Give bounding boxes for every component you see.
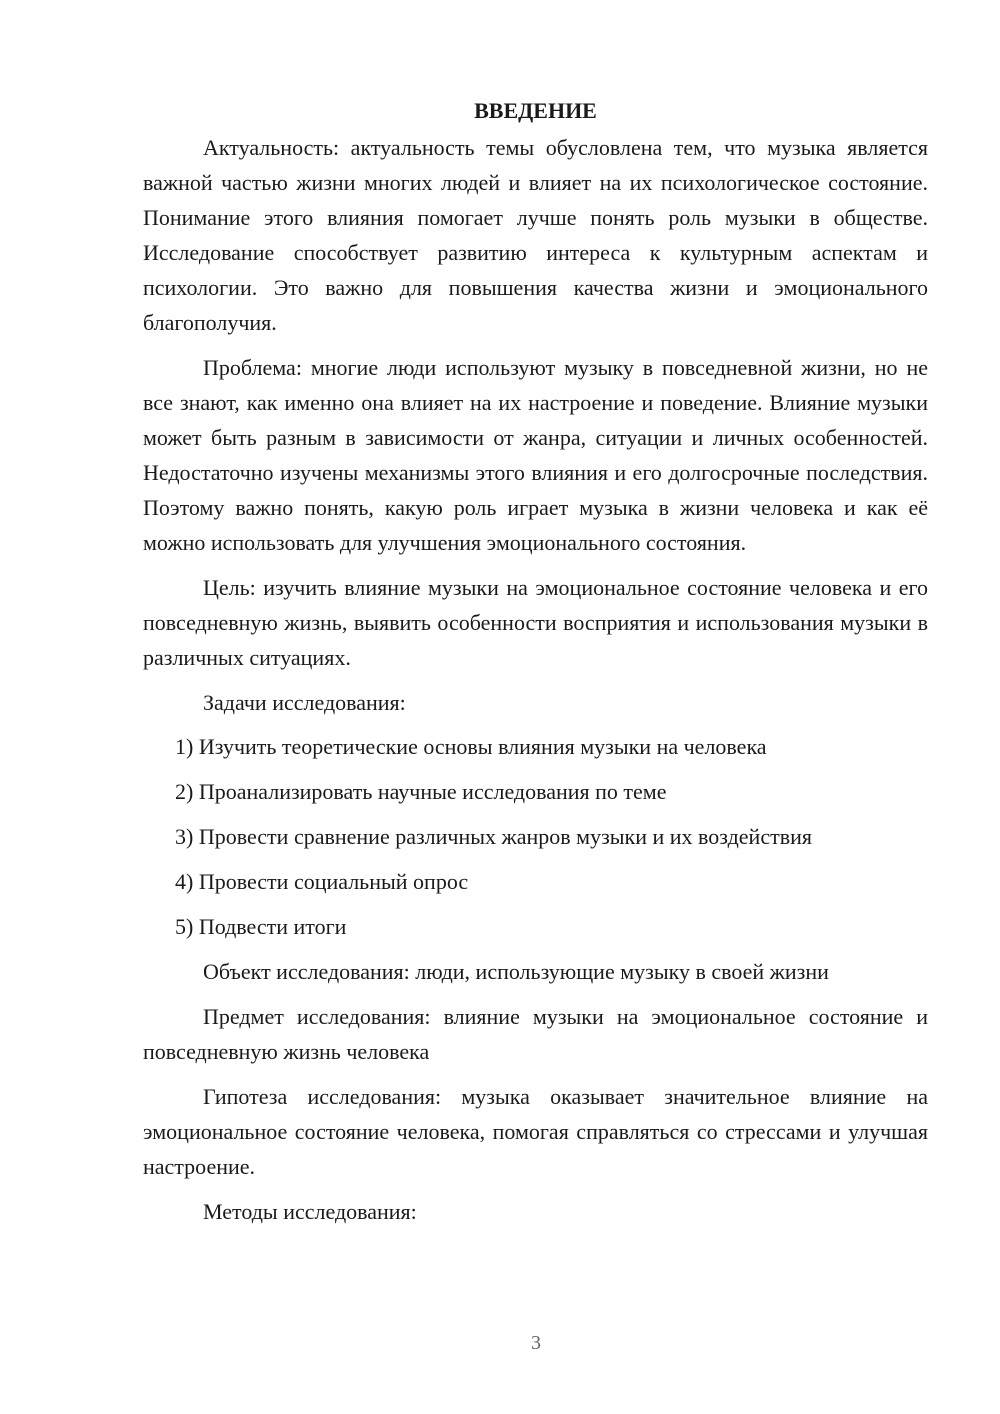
problem-paragraph: Проблема: многие люди используют музыку в повседневной жизни, но не все знают, как именно она влияет на их настроение и поведение. Влияние музыки может быть разным в зависимости от жанра, ситуации и личных особенностей. Недостаточно изучены механизмы этого влияния и его долгосрочные последствия. Поэтому важно понять, какую роль играет музыка в жизни человека и как её можно использовать для улучшения эмоционального состояния. [143, 355, 928, 555]
page-number: 3 [531, 1332, 541, 1354]
subject-paragraph: Предмет исследования: влияние музыки на эмоциональное состояние и повседневную жизнь человека [143, 1004, 928, 1064]
object-paragraph: Объект исследования: люди, использующие музыку в своей жизни [203, 959, 829, 984]
task-item-3: 3) Провести сравнение различных жанров музыки и их воздействия [175, 824, 812, 849]
page-title: ВВЕДЕНИЕ [474, 98, 597, 123]
task-item-2: 2) Проанализировать научные исследования по теме [175, 779, 667, 804]
task-item-5: 5) Подвести итоги [175, 914, 347, 939]
hypothesis-paragraph: Гипотеза исследования: музыка оказывает значительное влияние на эмоциональное состояние человека, помогая справляться со стрессами и улучшая настроение. [143, 1084, 928, 1179]
document-body [143, 92, 928, 1239]
methods-heading: Методы исследования: [203, 1199, 417, 1224]
relevance-paragraph: Актуальность: актуальность темы обусловлена тем, что музыка является важной частью жизни многих людей и влияет на их психологическое состояние. Понимание этого влияния помогает лучше понять роль музыки в обществе. Исследование способствует развитию интереса к культурным аспектам и психологии. Это важно для повышения качества жизни и эмоционального благополучия. [143, 135, 928, 335]
tasks-heading: Задачи исследования: [203, 690, 406, 715]
goal-paragraph: Цель: изучить влияние музыки на эмоциональное состояние человека и его повседневную жизнь, выявить особенности восприятия и использования музыки в различных ситуациях. [143, 575, 928, 670]
task-item-4: 4) Провести социальный опрос [175, 869, 469, 894]
task-item-1: 1) Изучить теоретические основы влияния музыки на человека [175, 734, 767, 759]
tasks-list [143, 729, 928, 944]
